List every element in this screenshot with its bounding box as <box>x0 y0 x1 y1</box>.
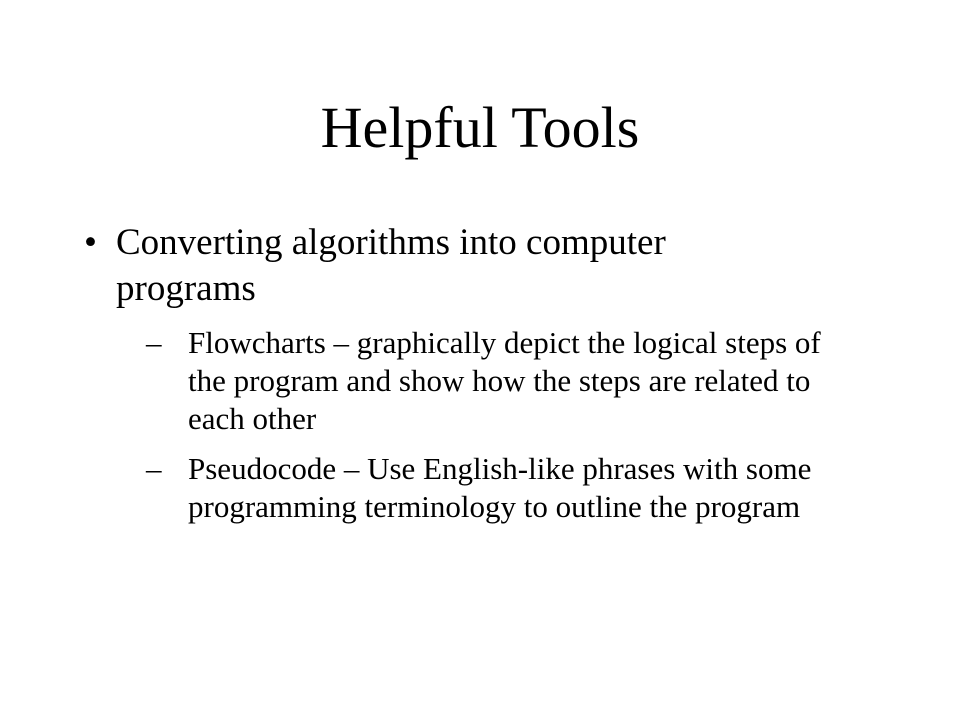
subbullet-text: Pseudocode – Use English-like phrases with some programming terminology to outline the program <box>188 451 812 524</box>
subbullet-flowcharts <box>146 324 864 438</box>
subbullet-marker: – <box>146 451 162 486</box>
subbullet-pseudocode <box>146 450 864 526</box>
bullet-text: Converting algorithms into computer programs <box>116 222 666 309</box>
bullet-item <box>84 220 864 526</box>
bullet-list <box>84 220 864 538</box>
subbullet-list <box>116 324 864 526</box>
bullet-marker: • <box>84 222 97 263</box>
subbullet-marker: – <box>146 325 162 360</box>
subbullet-text: Flowcharts – graphically depict the logical steps of the program and show how the steps are related to each other <box>188 325 821 436</box>
slide-title: Helpful Tools <box>320 95 640 160</box>
